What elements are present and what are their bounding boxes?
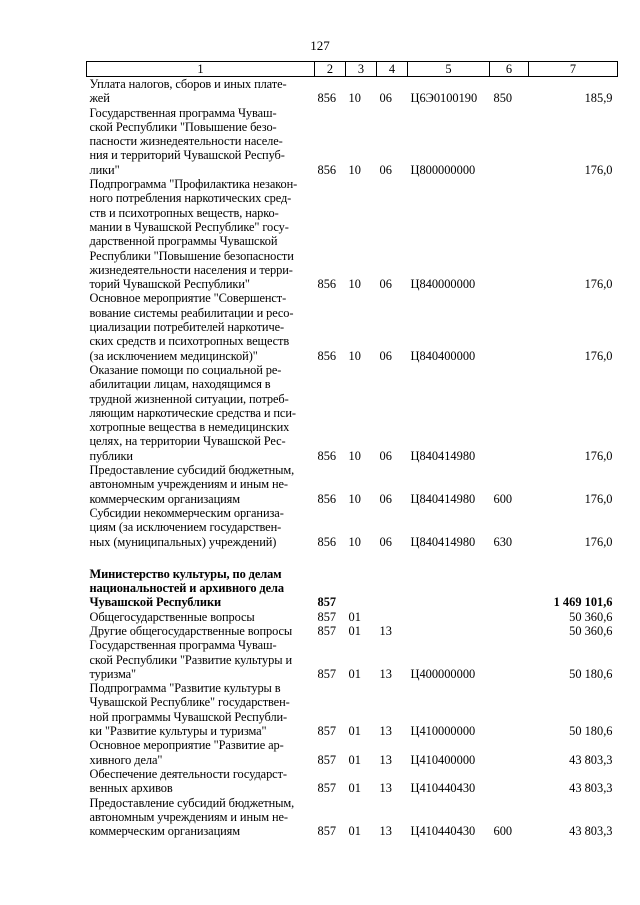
column-header: 4	[377, 62, 408, 77]
subsection-code-cell: 06	[379, 91, 392, 106]
item-name-line: Субсидии некоммерческим организа-	[89, 505, 284, 520]
column-header: 7	[529, 62, 618, 77]
section-spacer	[87, 549, 618, 567]
table-row	[87, 567, 618, 610]
table-row	[87, 506, 618, 549]
target-article-cell: Ц840414980	[410, 448, 476, 463]
amount-cell: 176,0	[584, 491, 613, 506]
item-name-line: ной программы Чувашской Республи-	[89, 709, 288, 724]
item-name-line: Другие общегосударственные вопросы	[89, 623, 293, 638]
column-header: 2	[315, 62, 346, 77]
column-header: 6	[490, 62, 529, 77]
expense-type-cell	[490, 363, 529, 463]
item-name-cell	[87, 506, 315, 549]
table-row	[87, 796, 618, 839]
subsection-code-cell: 13	[379, 781, 392, 796]
item-name-line: лики"	[89, 162, 120, 177]
column-header: 3	[346, 62, 377, 77]
item-name-cell	[87, 77, 315, 106]
target-article-cell: Ц840000000	[410, 277, 476, 292]
subsection-code-cell: 06	[379, 348, 392, 363]
item-name-line: туризма"	[89, 666, 137, 681]
admin-code-cell: 856	[317, 491, 337, 506]
section-code-cell: 01	[348, 724, 361, 739]
amount-cell: 176,0	[584, 162, 613, 177]
item-name-line: Основное мероприятие "Развитие ар-	[89, 738, 284, 753]
item-name-line: Предоставление субсидий бюджетным,	[89, 795, 295, 810]
item-name-line: автономным учреждениям и иным не-	[89, 477, 288, 492]
item-name-line: Предоставление субсидий бюджетным,	[89, 463, 295, 478]
item-name-line: циализации потребителей наркотиче-	[89, 320, 285, 335]
item-name-line: ской Республики "Повышение безо-	[89, 119, 277, 134]
admin-code-cell: 857	[317, 752, 337, 767]
expense-type-cell	[490, 610, 529, 624]
item-name-line: жизнедеятельности населения и терри-	[89, 262, 293, 277]
item-name-line: Государственная программа Чуваш-	[89, 638, 277, 653]
item-name-line: Государственная программа Чуваш-	[89, 105, 277, 120]
subsection-code-cell: 06	[379, 277, 392, 292]
item-name-line: абилитации лицам, находящимся в	[89, 377, 271, 392]
target-article-cell: Ц800000000	[410, 162, 476, 177]
table-row	[87, 624, 618, 638]
item-name-cell	[87, 291, 315, 362]
expense-type-cell: 630	[493, 534, 513, 549]
item-name-line: Подпрограмма "Развитие культуры в	[89, 681, 281, 696]
item-name-line: ской Республики "Развитие культуры и	[89, 652, 292, 667]
subsection-code-cell: 13	[379, 623, 392, 638]
admin-code-cell: 857	[317, 609, 337, 624]
table-row	[87, 738, 618, 767]
section-code-cell: 01	[348, 781, 361, 796]
item-name-line: циям (за исключением государствен-	[89, 520, 282, 535]
section-code-cell: 01	[348, 623, 361, 638]
table-row	[87, 106, 618, 177]
item-name-line: дарственной программы Чувашской	[89, 234, 278, 249]
item-name-line: публики	[89, 448, 133, 463]
target-article-cell	[408, 610, 490, 624]
item-name-line: ляющим наркотические средства и пси-	[89, 405, 296, 420]
section-code-cell: 01	[348, 752, 361, 767]
item-name-line: трудной жизненной ситуации, потреб-	[89, 391, 289, 406]
item-name-line: Уплата налогов, сборов и иных плате-	[89, 77, 287, 91]
expense-type-cell: 850	[493, 91, 513, 106]
table-row	[87, 638, 618, 681]
item-name-line: коммерческим организациям	[89, 491, 240, 506]
item-name-line: хивного дела"	[89, 752, 163, 767]
amount-cell: 1 469 101,6	[553, 595, 613, 610]
item-name-line: (за исключением медицинской)"	[89, 348, 258, 363]
item-name-cell	[87, 767, 315, 796]
section-code-cell: 10	[348, 91, 361, 106]
expense-type-cell	[490, 291, 529, 362]
subsection-code-cell: 13	[379, 824, 392, 839]
item-name-line: ных (муниципальных) учреждений)	[89, 534, 277, 549]
target-article-cell: Ц840414980	[410, 491, 476, 506]
section-code-cell: 01	[348, 609, 361, 624]
admin-code-cell: 856	[317, 91, 337, 106]
item-name-cell	[87, 681, 315, 738]
target-article-cell	[408, 624, 490, 638]
section-code-cell: 10	[348, 491, 361, 506]
expense-type-cell	[490, 738, 529, 767]
budget-table	[86, 61, 618, 838]
amount-cell: 43 803,3	[569, 752, 613, 767]
item-name-line: Республики "Повышение безопасности	[89, 248, 294, 263]
admin-code-cell: 856	[317, 277, 337, 292]
expense-type-cell	[490, 177, 529, 291]
column-header: 1	[87, 62, 315, 77]
subsection-code-cell	[377, 567, 408, 610]
table-row	[87, 363, 618, 463]
table-body	[87, 77, 618, 839]
item-name-cell	[87, 363, 315, 463]
item-name-line: вование системы реабилитации и ресо-	[89, 305, 294, 320]
expense-type-cell: 600	[493, 491, 513, 506]
target-article-cell	[408, 567, 490, 610]
item-name-line: целях, на территории Чувашской Рес-	[89, 434, 286, 449]
section-code-cell	[346, 567, 377, 610]
section-code-cell: 10	[348, 348, 361, 363]
amount-cell: 176,0	[584, 348, 613, 363]
target-article-cell: Ц410440430	[410, 824, 476, 839]
admin-code-cell: 856	[317, 162, 337, 177]
subsection-code-cell: 06	[379, 448, 392, 463]
section-code-cell: 10	[348, 277, 361, 292]
item-name-cell	[87, 463, 315, 506]
target-article-cell: Ц400000000	[410, 666, 476, 681]
item-name-cell	[87, 177, 315, 291]
admin-code-cell: 857	[317, 781, 337, 796]
item-name-line: национальностей и архивного дела	[89, 581, 284, 596]
item-name-line: Чувашской Республике" государствен-	[89, 695, 290, 710]
amount-cell: 50 180,6	[569, 666, 613, 681]
table-row	[87, 767, 618, 796]
item-name-cell	[87, 567, 315, 610]
table-row	[87, 291, 618, 362]
table-row	[87, 610, 618, 624]
expense-type-cell	[490, 767, 529, 796]
table-row	[87, 463, 618, 506]
page-number: 127	[310, 38, 330, 53]
expense-type-cell	[490, 681, 529, 738]
item-name-cell	[87, 796, 315, 839]
target-article-cell: Ц410000000	[410, 724, 476, 739]
item-name-line: Министерство культуры, по делам	[89, 566, 282, 581]
column-header: 5	[408, 62, 490, 77]
expense-type-cell: 600	[493, 824, 513, 839]
section-code-cell: 10	[348, 534, 361, 549]
item-name-line: пасности жизнедеятельности населе-	[89, 134, 283, 149]
amount-cell: 176,0	[584, 534, 613, 549]
column-number-header	[87, 62, 618, 77]
table-row	[87, 77, 618, 106]
amount-cell: 43 803,3	[569, 824, 613, 839]
item-name-line: хотропные вещества в немедицинских	[89, 420, 290, 435]
amount-cell: 185,9	[584, 91, 613, 106]
subsection-code-cell: 06	[379, 534, 392, 549]
item-name-cell	[87, 638, 315, 681]
amount-cell: 43 803,3	[569, 781, 613, 796]
item-name-cell	[87, 624, 315, 638]
table-row	[87, 177, 618, 291]
item-name-line: коммерческим организациям	[89, 824, 240, 839]
item-name-line: торий Чувашской Республики"	[89, 277, 250, 292]
section-code-cell: 10	[348, 162, 361, 177]
item-name-line: Чувашской Республики	[89, 595, 222, 610]
item-name-line: ки "Развитие культуры и туризма"	[89, 724, 267, 739]
section-code-cell: 01	[348, 666, 361, 681]
item-name-line: Основное мероприятие "Совершенст-	[89, 291, 287, 306]
expense-type-cell	[490, 567, 529, 610]
target-article-cell: Ц6Э0100190	[410, 91, 478, 106]
item-name-line: Подпрограмма "Профилактика незакон-	[89, 177, 298, 192]
section-code-cell: 10	[348, 448, 361, 463]
admin-code-cell: 857	[317, 724, 337, 739]
subsection-code-cell: 06	[379, 162, 392, 177]
subsection-code-cell: 06	[379, 491, 392, 506]
item-name-line: ств и психотропных веществ, нарко-	[89, 205, 279, 220]
admin-code-cell: 857	[317, 824, 337, 839]
item-name-line: Оказание помощи по социальной ре-	[89, 362, 282, 377]
item-name-line: ного потребления наркотических сред-	[89, 191, 292, 206]
item-name-cell	[87, 610, 315, 624]
admin-code-cell: 856	[317, 534, 337, 549]
admin-code-cell: 857	[317, 666, 337, 681]
item-name-cell	[87, 106, 315, 177]
section-code-cell: 01	[348, 824, 361, 839]
expense-type-cell	[490, 638, 529, 681]
subsection-code-cell	[377, 610, 408, 624]
item-name-cell	[87, 738, 315, 767]
item-name-line: Общегосударственные вопросы	[89, 609, 255, 624]
expense-type-cell	[490, 624, 529, 638]
expense-type-cell	[490, 106, 529, 177]
item-name-line: ских средств и психотропных веществ	[89, 334, 290, 349]
admin-code-cell: 856	[317, 448, 337, 463]
target-article-cell: Ц410440430	[410, 781, 476, 796]
target-article-cell: Ц840400000	[410, 348, 476, 363]
table-row	[87, 681, 618, 738]
amount-cell: 50 360,6	[569, 609, 613, 624]
item-name-line: автономным учреждениям и иным не-	[89, 809, 288, 824]
admin-code-cell: 857	[317, 623, 337, 638]
amount-cell: 50 360,6	[569, 623, 613, 638]
target-article-cell: Ц840414980	[410, 534, 476, 549]
amount-cell: 50 180,6	[569, 724, 613, 739]
target-article-cell: Ц410400000	[410, 752, 476, 767]
subsection-code-cell: 13	[379, 666, 392, 681]
subsection-code-cell: 13	[379, 752, 392, 767]
item-name-line: Обеспечение деятельности государст-	[89, 766, 287, 781]
item-name-line: ния и территорий Чувашской Респуб-	[89, 148, 285, 163]
amount-cell: 176,0	[584, 277, 613, 292]
item-name-line: венных архивов	[89, 781, 173, 796]
subsection-code-cell: 13	[379, 724, 392, 739]
amount-cell: 176,0	[584, 448, 613, 463]
item-name-line: мании в Чувашской Республике" госу-	[89, 219, 289, 234]
item-name-line: жей	[89, 91, 110, 106]
admin-code-cell: 856	[317, 348, 337, 363]
admin-code-cell: 857	[317, 595, 337, 610]
